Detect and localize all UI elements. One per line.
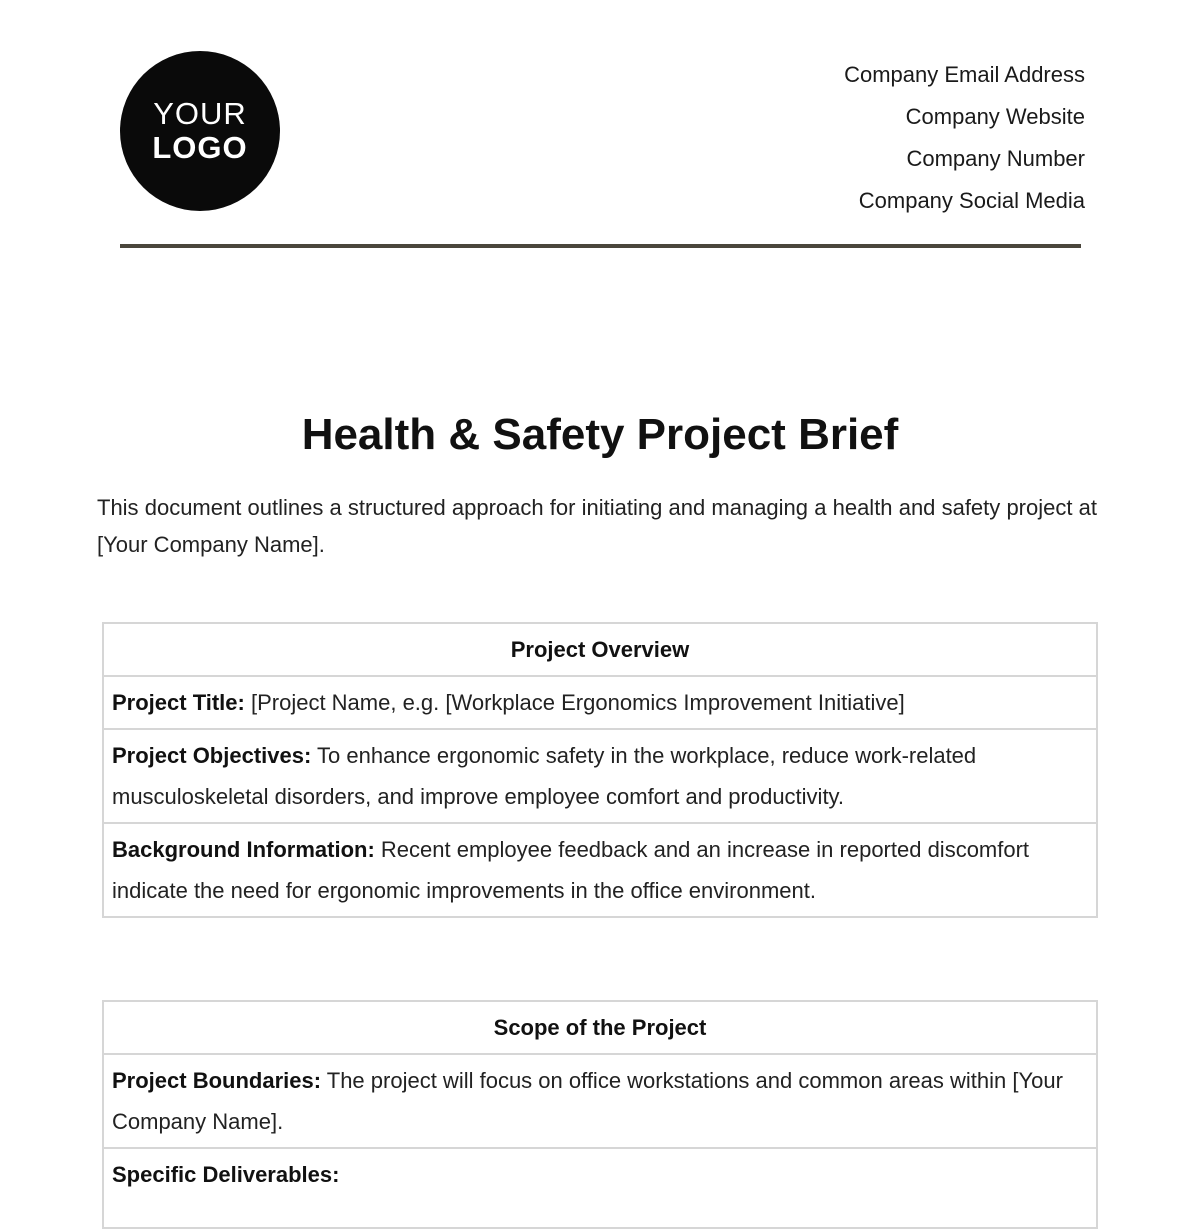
row-text: To enhance ergonomic safety in the workplace, reduce work-related musculoskeletal disorders, and improve employee comfort and productivity. <box>112 743 977 809</box>
company-social-media: Company Social Media <box>858 188 1085 213</box>
row-label: Project Title: <box>112 690 245 715</box>
table-row <box>103 676 1097 729</box>
company-contact-block <box>844 54 1085 222</box>
table-heading: Project Overview <box>103 623 1097 676</box>
logo-line-2: LOGO <box>152 130 248 165</box>
table-row <box>103 1054 1097 1148</box>
company-email: Company Email Address <box>844 62 1085 87</box>
company-website: Company Website <box>905 104 1085 129</box>
row-label: Specific Deliverables: <box>112 1162 340 1187</box>
row-text: Recent employee feedback and an increase in reported discomfort indicate the need for ergonomic improvements in the office environment. <box>112 837 1030 903</box>
logo-line-1: YOUR <box>153 96 247 131</box>
table-row <box>103 823 1097 917</box>
row-text: [Project Name, e.g. [Workplace Ergonomics Improvement Initiative] <box>244 690 905 715</box>
project-scope-table <box>102 1000 1098 1229</box>
document-title: Health & Safety Project Brief <box>301 410 899 459</box>
table-row <box>103 729 1097 823</box>
row-label: Project Objectives: <box>112 743 312 768</box>
project-overview-table <box>102 622 1098 918</box>
row-label: Project Boundaries: <box>112 1068 322 1093</box>
table-heading: Scope of the Project <box>103 1001 1097 1054</box>
row-label: Background Information: <box>112 837 375 862</box>
table-row <box>103 1148 1097 1228</box>
intro-paragraph: This document outlines a structured approach for initiating and managing a health and safety project at [Your Company Name]. <box>97 495 1097 557</box>
header-divider <box>120 244 1081 248</box>
company-number: Company Number <box>906 146 1085 171</box>
company-logo <box>120 51 280 211</box>
row-text: The project will focus on office workstations and common areas within [Your Company Name]. <box>112 1068 1063 1134</box>
